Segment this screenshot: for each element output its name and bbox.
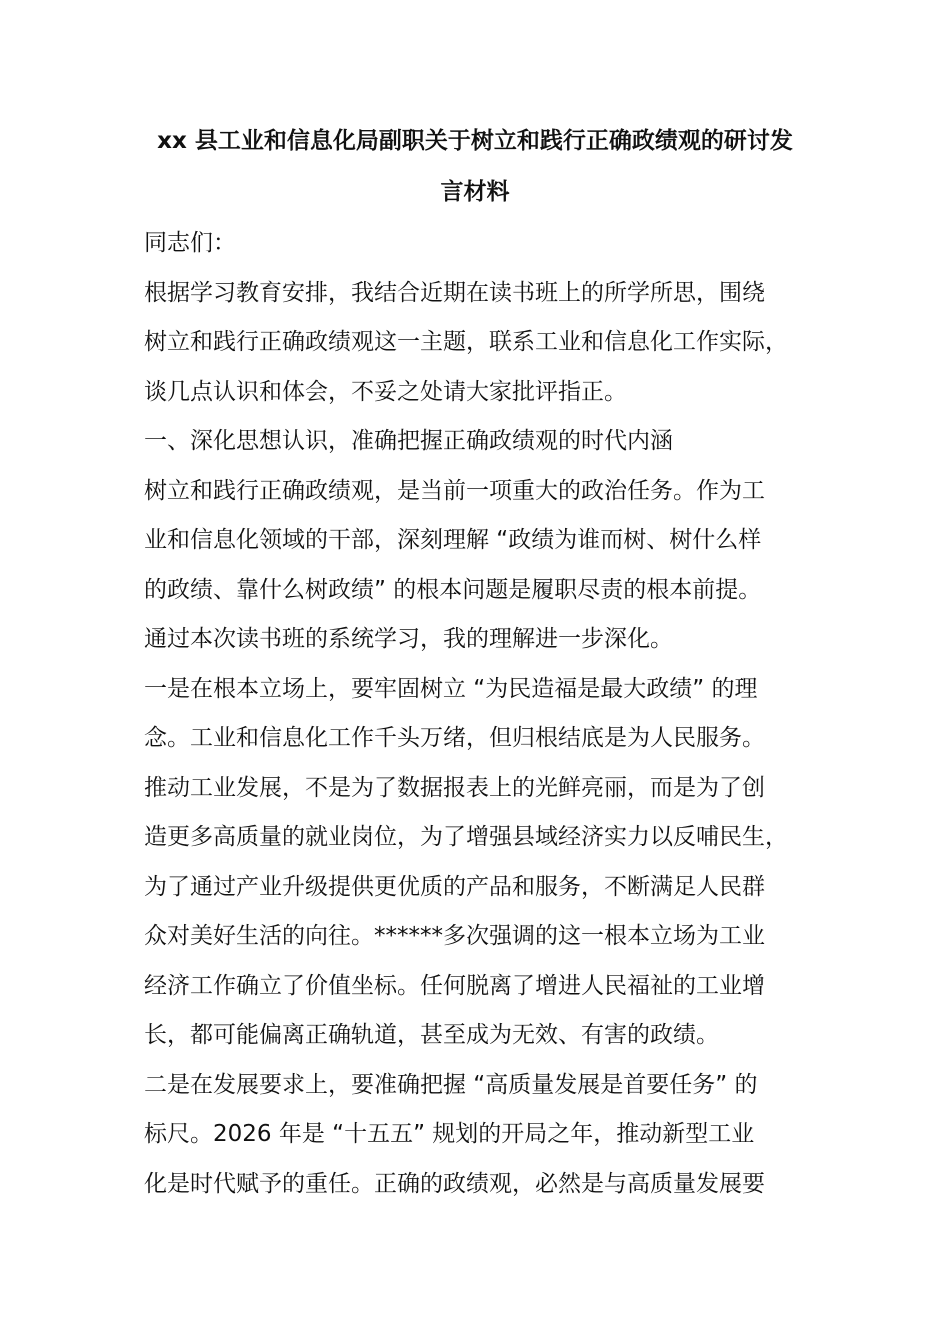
- body-line: 的政绩、靠什么树政绩” 的根本问题是履职尽责的根本前提。: [144, 577, 762, 603]
- body-line: 根据学习教育安排，我结合近期在读书班上的所学所思，围绕: [144, 280, 765, 306]
- section-heading: 一、深化思想认识，准确把握正确政绩观的时代内涵: [144, 428, 673, 454]
- body-line: 谈几点认识和体会，不妥之处请大家批评指正。: [144, 379, 627, 405]
- document-title-line-1: xx 县工业和信息化局副职关于树立和践行正确政绩观的研讨发: [157, 128, 793, 154]
- body-line: 造更多高质量的就业岗位，为了增强县域经济实力以反哺民生，: [144, 824, 788, 850]
- body-line: 一是在根本立场上，要牢固树立 “为民造福是最大政绩” 的理: [144, 676, 758, 702]
- body-line: 化是时代赋予的重任。正确的政绩观，必然是与高质量发展要: [144, 1171, 765, 1197]
- body-line: 为了通过产业升级提供更优质的产品和服务，不断满足人民群: [144, 874, 765, 900]
- body-line: 通过本次读书班的系统学习，我的理解进一步深化。: [144, 626, 673, 652]
- document-title-line-2: 言材料: [440, 179, 510, 205]
- body-line: 树立和践行正确政绩观，是当前一项重大的政治任务。作为工: [144, 478, 765, 504]
- body-line: 树立和践行正确政绩观这一主题，联系工业和信息化工作实际，: [144, 329, 788, 355]
- body-line: 标尺。2026 年是 “十五五” 规划的开局之年，推动新型工业: [144, 1121, 755, 1147]
- body-line: 长，都可能偏离正确轨道，甚至成为无效、有害的政绩。: [144, 1022, 719, 1048]
- body-line: 业和信息化领域的干部，深刻理解 “政绩为谁而树、树什么样: [144, 527, 762, 553]
- body-line: 念。工业和信息化工作千头万绪，但归根结底是为人民服务。: [144, 725, 765, 751]
- body-line: 经济工作确立了价值坐标。任何脱离了增进人民福祉的工业增: [144, 973, 765, 999]
- salutation: 同志们：: [144, 230, 236, 256]
- body-line: 众对美好生活的向往。******多次强调的这一根本立场为工业: [144, 923, 765, 949]
- body-line: 推动工业发展，不是为了数据报表上的光鲜亮丽，而是为了创: [144, 775, 765, 801]
- body-line: 二是在发展要求上，要准确把握 “高质量发展是首要任务” 的: [144, 1072, 758, 1098]
